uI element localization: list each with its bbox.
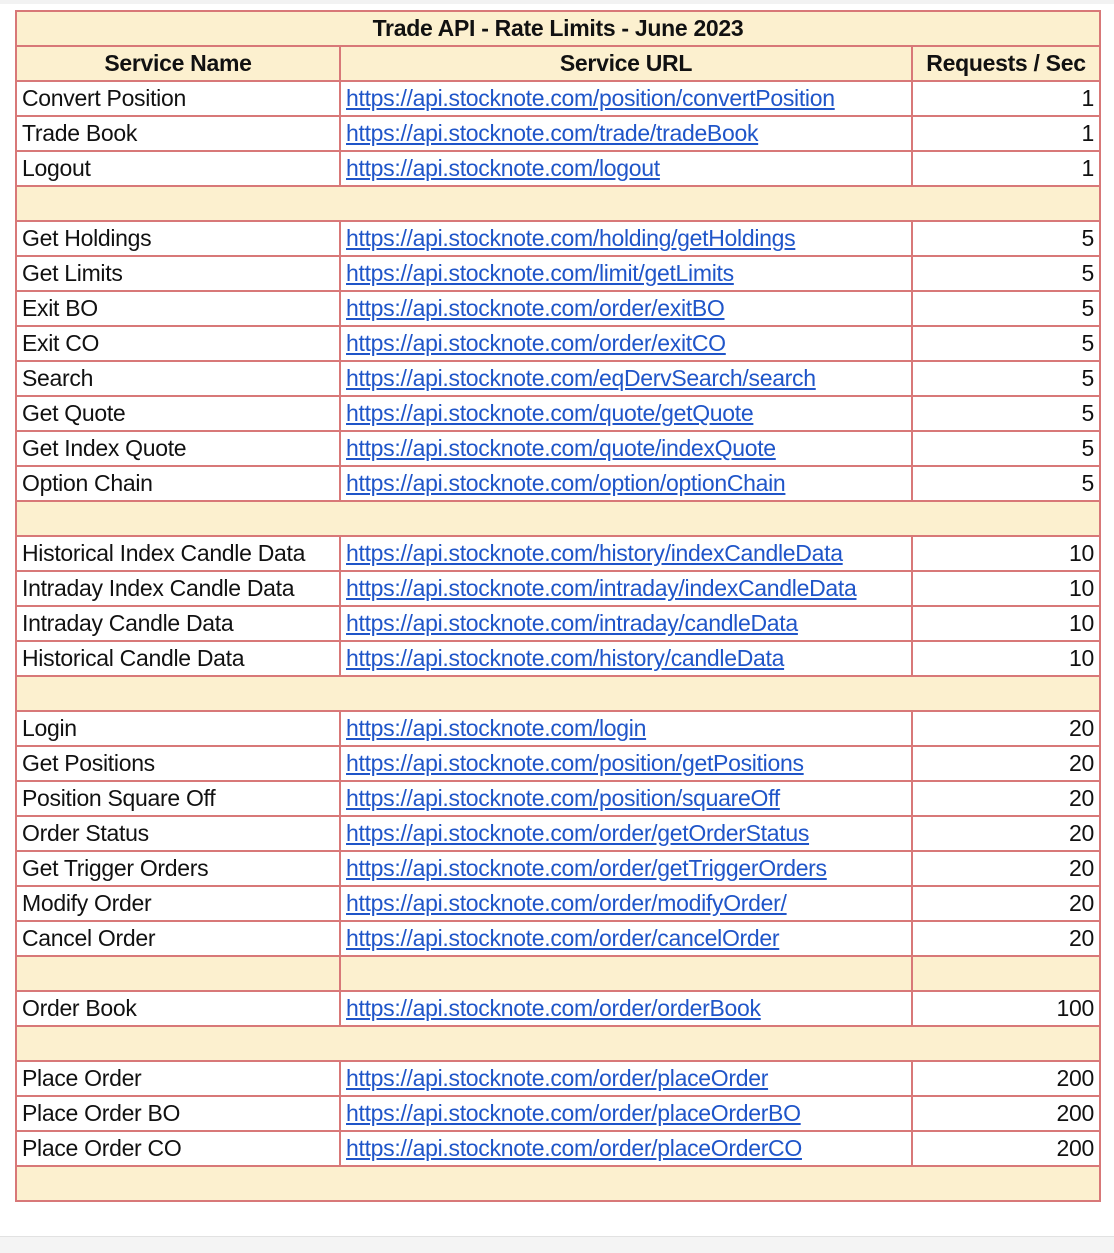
table-row [16, 536, 1100, 571]
service-url-cell [340, 536, 912, 571]
service-url-cell [340, 886, 912, 921]
service-url-cell [340, 711, 912, 746]
service-url-link[interactable]: https://api.stocknote.com/order/orderBook [346, 995, 761, 1021]
service-name-cell: Option Chain [16, 466, 340, 501]
column-header-service-name: Service Name [16, 46, 340, 81]
service-name-cell: Trade Book [16, 116, 340, 151]
table-row [16, 711, 1100, 746]
service-url-cell [340, 641, 912, 676]
requests-per-sec-cell: 1 [912, 81, 1100, 116]
requests-per-sec-cell: 20 [912, 781, 1100, 816]
service-url-cell [340, 326, 912, 361]
service-url-cell [340, 291, 912, 326]
service-url-link[interactable]: https://api.stocknote.com/holding/getHoldings [346, 225, 796, 251]
service-url-link[interactable]: https://api.stocknote.com/limit/getLimits [346, 260, 734, 286]
service-url-link[interactable]: https://api.stocknote.com/order/cancelOrder [346, 925, 780, 951]
table-row [16, 396, 1100, 431]
service-url-link[interactable]: https://api.stocknote.com/position/squareOff [346, 785, 780, 811]
column-header-service-url: Service URL [340, 46, 912, 81]
service-url-cell [340, 781, 912, 816]
requests-per-sec-cell: 5 [912, 326, 1100, 361]
service-url-cell [340, 361, 912, 396]
table-row [16, 1131, 1100, 1166]
service-url-link[interactable]: https://api.stocknote.com/quote/indexQuote [346, 435, 776, 461]
service-name-cell: Order Status [16, 816, 340, 851]
service-url-link[interactable]: https://api.stocknote.com/order/placeOrder [346, 1065, 769, 1091]
requests-per-sec-cell: 20 [912, 921, 1100, 956]
requests-per-sec-cell: 10 [912, 536, 1100, 571]
service-url-link[interactable]: https://api.stocknote.com/order/getOrderStatus [346, 820, 810, 846]
requests-per-sec-cell: 5 [912, 466, 1100, 501]
table-row [16, 431, 1100, 466]
service-url-cell [340, 991, 912, 1026]
group-separator-row [16, 501, 1100, 536]
requests-per-sec-cell: 10 [912, 641, 1100, 676]
service-url-link[interactable]: https://api.stocknote.com/position/convertPosition [346, 85, 835, 111]
service-url-link[interactable]: https://api.stocknote.com/option/optionChain [346, 470, 786, 496]
service-url-cell [340, 1096, 912, 1131]
service-name-cell: Historical Index Candle Data [16, 536, 340, 571]
service-url-cell [340, 151, 912, 186]
empty-merged-cell [16, 1166, 1100, 1201]
service-name-cell: Logout [16, 151, 340, 186]
service-name-cell: Exit CO [16, 326, 340, 361]
requests-per-sec-cell: 10 [912, 606, 1100, 641]
service-url-link[interactable]: https://api.stocknote.com/order/exitBO [346, 295, 725, 321]
service-name-cell: Get Trigger Orders [16, 851, 340, 886]
service-url-link[interactable]: https://api.stocknote.com/intraday/candleData [346, 610, 798, 636]
table-row [16, 746, 1100, 781]
table-row [16, 921, 1100, 956]
service-name-cell: Place Order CO [16, 1131, 340, 1166]
service-url-cell [340, 256, 912, 291]
service-name-cell: Order Book [16, 991, 340, 1026]
requests-per-sec-cell: 20 [912, 851, 1100, 886]
service-url-cell [340, 1061, 912, 1096]
table-row [16, 571, 1100, 606]
service-url-link[interactable]: https://api.stocknote.com/quote/getQuote [346, 400, 754, 426]
table-row [16, 116, 1100, 151]
service-url-cell [340, 396, 912, 431]
requests-per-sec-cell: 5 [912, 256, 1100, 291]
service-url-link[interactable]: https://api.stocknote.com/order/getTriggerOrders [346, 855, 827, 881]
service-name-cell: Exit BO [16, 291, 340, 326]
group-separator-row [16, 186, 1100, 221]
service-url-link[interactable]: https://api.stocknote.com/login [346, 715, 647, 741]
service-name-cell: Position Square Off [16, 781, 340, 816]
service-url-cell [340, 466, 912, 501]
table-row [16, 991, 1100, 1026]
requests-per-sec-cell: 200 [912, 1061, 1100, 1096]
service-name-cell: Get Quote [16, 396, 340, 431]
table-row [16, 81, 1100, 116]
group-separator-row [16, 1026, 1100, 1061]
table-row [16, 256, 1100, 291]
requests-per-sec-cell: 5 [912, 291, 1100, 326]
empty-merged-cell [16, 1026, 1100, 1061]
service-url-cell [340, 851, 912, 886]
service-url-link[interactable]: https://api.stocknote.com/order/placeOrderCO [346, 1135, 802, 1161]
service-url-link[interactable]: https://api.stocknote.com/intraday/indexCandleData [346, 575, 857, 601]
service-url-link[interactable]: https://api.stocknote.com/order/modifyOrder/ [346, 890, 787, 916]
window-bottom-edge [0, 1236, 1114, 1253]
table-row [16, 781, 1100, 816]
service-name-cell: Historical Candle Data [16, 641, 340, 676]
table-row [16, 466, 1100, 501]
service-url-cell [340, 571, 912, 606]
column-header-requests-per-sec: Requests / Sec [912, 46, 1100, 81]
service-url-cell [340, 431, 912, 466]
table-row [16, 151, 1100, 186]
empty-merged-cell [16, 186, 1100, 221]
window-top-edge [0, 0, 1114, 4]
service-url-link[interactable]: https://api.stocknote.com/logout [346, 155, 660, 181]
requests-per-sec-cell: 20 [912, 746, 1100, 781]
service-name-cell: Get Limits [16, 256, 340, 291]
requests-per-sec-cell: 5 [912, 396, 1100, 431]
rate-limits-table [15, 10, 1101, 1202]
requests-per-sec-cell: 20 [912, 711, 1100, 746]
service-name-cell: Place Order [16, 1061, 340, 1096]
service-url-cell [340, 816, 912, 851]
service-name-cell: Login [16, 711, 340, 746]
service-url-link[interactable]: https://api.stocknote.com/trade/tradeBook [346, 120, 759, 146]
empty-cell [16, 956, 340, 991]
table-row [16, 606, 1100, 641]
service-url-link[interactable]: https://api.stocknote.com/position/getPositions [346, 750, 804, 776]
service-name-cell: Get Holdings [16, 221, 340, 256]
empty-cell [340, 956, 912, 991]
requests-per-sec-cell: 1 [912, 151, 1100, 186]
empty-cell [912, 956, 1100, 991]
requests-per-sec-cell: 20 [912, 816, 1100, 851]
service-url-link[interactable]: https://api.stocknote.com/eqDervSearch/search [346, 365, 816, 391]
table-row [16, 326, 1100, 361]
service-url-cell [340, 606, 912, 641]
table-title: Trade API - Rate Limits - June 2023 [16, 11, 1100, 46]
table-row [16, 886, 1100, 921]
service-name-cell: Place Order BO [16, 1096, 340, 1131]
table-row [16, 1096, 1100, 1131]
requests-per-sec-cell: 5 [912, 221, 1100, 256]
table-row [16, 291, 1100, 326]
service-url-link[interactable]: https://api.stocknote.com/history/indexCandleData [346, 540, 843, 566]
requests-per-sec-cell: 10 [912, 571, 1100, 606]
table-row [16, 641, 1100, 676]
table-row [16, 816, 1100, 851]
service-name-cell: Cancel Order [16, 921, 340, 956]
requests-per-sec-cell: 5 [912, 431, 1100, 466]
title-row [16, 11, 1100, 46]
requests-per-sec-cell: 5 [912, 361, 1100, 396]
table-row [16, 221, 1100, 256]
table-row [16, 361, 1100, 396]
service-url-cell [340, 746, 912, 781]
service-url-cell [340, 921, 912, 956]
service-url-link[interactable]: https://api.stocknote.com/history/candleData [346, 645, 785, 671]
service-name-cell: Intraday Index Candle Data [16, 571, 340, 606]
group-separator-row [16, 1166, 1100, 1201]
group-separator-row [16, 676, 1100, 711]
service-name-cell: Get Positions [16, 746, 340, 781]
service-url-link[interactable]: https://api.stocknote.com/order/exitCO [346, 330, 726, 356]
service-name-cell: Intraday Candle Data [16, 606, 340, 641]
service-url-link[interactable]: https://api.stocknote.com/order/placeOrderBO [346, 1100, 801, 1126]
service-url-cell [340, 116, 912, 151]
service-name-cell: Convert Position [16, 81, 340, 116]
requests-per-sec-cell: 100 [912, 991, 1100, 1026]
service-name-cell: Search [16, 361, 340, 396]
requests-per-sec-cell: 20 [912, 886, 1100, 921]
service-url-cell [340, 221, 912, 256]
table-row [16, 1061, 1100, 1096]
service-url-cell [340, 1131, 912, 1166]
table-row [16, 851, 1100, 886]
requests-per-sec-cell: 1 [912, 116, 1100, 151]
group-separator-row [16, 956, 1100, 991]
header-row [16, 46, 1100, 81]
service-url-cell [340, 81, 912, 116]
requests-per-sec-cell: 200 [912, 1096, 1100, 1131]
empty-merged-cell [16, 676, 1100, 711]
service-name-cell: Modify Order [16, 886, 340, 921]
service-name-cell: Get Index Quote [16, 431, 340, 466]
requests-per-sec-cell: 200 [912, 1131, 1100, 1166]
empty-merged-cell [16, 501, 1100, 536]
